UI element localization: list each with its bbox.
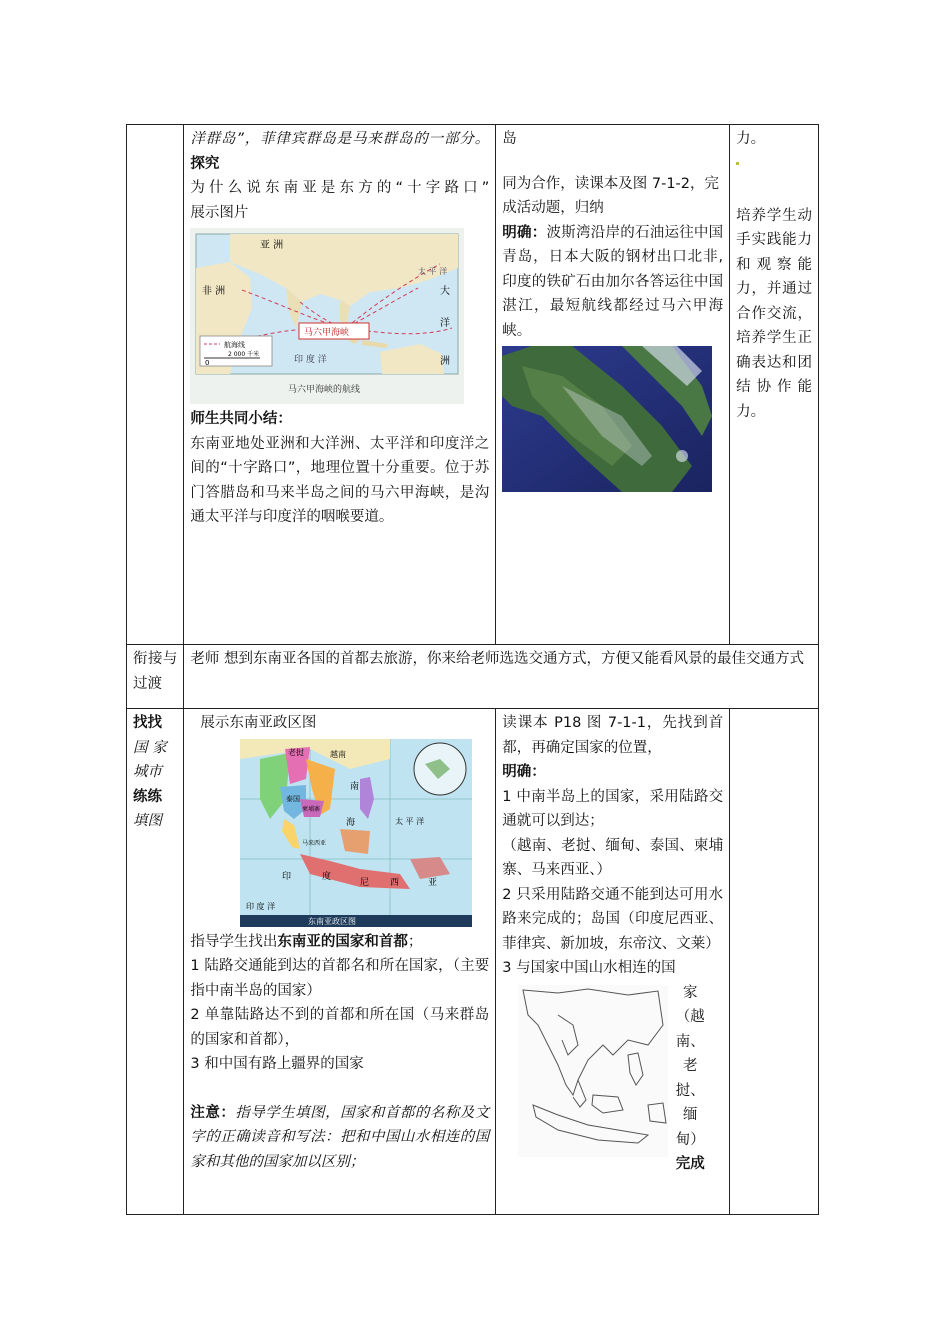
political-map-graphic <box>240 739 472 927</box>
outline-map <box>518 985 668 1157</box>
note-label: 注意： <box>190 1104 236 1121</box>
marker-dot <box>736 162 739 165</box>
satellite-graphic <box>502 346 712 492</box>
row-inquiry <box>127 125 819 645</box>
lesson-plan-table <box>126 124 819 1215</box>
row1-activity-cell <box>496 125 730 645</box>
clear-text: 波斯湾沿岸的石油运往中国青岛，日本大阪的钢材出口北非,印度的铁矿石由加尔各答运往中国湛江，最短航线都经过马六甲海峡。 <box>502 224 724 339</box>
intro-text: 洋群岛”，菲律宾群岛是马来群岛的一部分。 <box>190 131 490 147</box>
row3-content-cell <box>184 709 496 1215</box>
goal-text: 培养学生动手实践能力和观察能力，并通过合作交流，培养学生正确表达和团结协作能力。 <box>736 207 812 420</box>
sea-label: 海 <box>346 817 356 828</box>
summary-title: 师生共同小结： <box>190 411 292 427</box>
activity-top-text: 岛 <box>502 131 517 147</box>
point-1-list: （越南、老挝、缅甸、泰国、柬埔寨、马来西亚、） <box>502 837 724 878</box>
transition-label: 衔接与过渡 <box>127 645 184 709</box>
inquiry-title: 探究 <box>190 155 220 172</box>
guide-bold: 东南亚的国家和首都 <box>277 933 408 950</box>
transition-text: 老师 想到东南亚各国的首都去旅游，你来给老师选选交通方式，方便又能看风景的最佳交通方式 <box>184 645 819 709</box>
pacific-label: 太 平 洋 <box>418 267 448 276</box>
clear-label: 明确： <box>502 224 547 241</box>
row3-clear-label: 明确： <box>502 764 546 780</box>
africa-label: 非 洲 <box>202 286 226 297</box>
label-city: 城市 <box>133 764 162 780</box>
label-find: 找找 <box>133 715 162 731</box>
side-note <box>670 981 710 1177</box>
laos-label: 老挝 <box>288 747 305 757</box>
read-text: 读课本 P18 图 7-1-1，先找到首都，再确定国家的位置， <box>502 715 724 756</box>
note-text: 指导学生填图，国家和首都的名称及文字的正确读音和写法：把和中国山水相连的国家和其他的国家加以区别； <box>190 1104 490 1170</box>
indo-char-2: 度 <box>322 871 332 882</box>
south-label: 南 <box>350 781 360 792</box>
label-practice: 练练 <box>133 788 162 805</box>
malaysia-label: 马来西亚 <box>302 839 327 847</box>
point-3: 3 与国家中国山水相连的国 <box>502 960 676 976</box>
malacca-route-map <box>190 228 464 404</box>
side-7: 甸） <box>675 1131 705 1148</box>
row3-goal-cell <box>730 709 819 1215</box>
row1-content-cell <box>184 125 496 645</box>
legend-route-label: 航海线 <box>224 341 246 349</box>
guide-prefix: 指导学生找出 <box>190 933 278 950</box>
oceania-label-2: 洋 <box>440 318 451 329</box>
row3-label-cell <box>127 709 184 1215</box>
side-6: 缅 <box>683 1107 698 1123</box>
outline-map-graphic <box>518 985 668 1157</box>
indian-ocean-label: 印 度 洋 <box>294 355 328 365</box>
note-paragraph <box>190 1101 489 1175</box>
outline-map-block <box>502 981 723 1172</box>
guide-text <box>190 930 489 955</box>
indo-char-3: 尼 <box>360 877 370 888</box>
guide-item-3: 3 和中国有路上疆界的国家 <box>190 1056 364 1072</box>
indo-char-1: 印 <box>282 871 292 882</box>
row-transition <box>127 645 819 709</box>
strait-label: 马六甲海峡 <box>304 328 350 338</box>
satellite-image <box>502 346 712 492</box>
show-political-map: 展示东南亚政区图 <box>200 715 317 731</box>
guide-item-2: 2 单靠陆路达不到的首都和所在国（马来群岛的国家和首都）， <box>190 1007 490 1048</box>
label-country: 国 家 <box>133 739 167 756</box>
scale-label: 2 000 千米 <box>228 351 260 358</box>
scale-zero: 0 <box>205 359 210 367</box>
point-2: 2 只采用陆路交通不能到达可用水路来完成的；岛国（印度尼西亚、菲律宾、新加坡，东帝汶、文莱） <box>502 886 724 952</box>
side-3: 南、 <box>675 1033 705 1050</box>
summary-text: 东南亚地处亚洲和大洋洲、太平洋和印度洋之间的“十字路口”，地理位置十分重要。位于苏门答腊岛和马来半岛之间的马六甲海峡，是沟通太平洋与印度洋的咽喉要道。 <box>190 435 490 525</box>
point-1: 1 中南半岛上的国家，采用陆路交通就可以到达； <box>502 788 724 829</box>
row3-activity-cell <box>496 709 730 1215</box>
pacific-map-label: 太 平 洋 <box>395 816 425 826</box>
sea-political-map <box>240 739 472 927</box>
vietnam-label: 越南 <box>330 749 347 759</box>
cooperation-text: 同为合作，读课本及图 7-1-2，完成活动题，归纳 <box>502 175 720 216</box>
inquiry-question: 为什么说东南亚是东方的“十字路口” <box>190 180 490 196</box>
row-find-countries <box>127 709 819 1215</box>
label-fillmap: 填图 <box>133 813 162 829</box>
indo-char-5: 亚 <box>428 877 438 888</box>
cambodia-label: 柬埔寨 <box>302 805 321 813</box>
indo-char-4: 西 <box>390 877 400 888</box>
clear-paragraph <box>502 221 723 344</box>
guide-item-1: 1 陆路交通能到达的首都名和所在国家，（主要指中南半岛的国家） <box>190 958 490 999</box>
goal-top-text: 力。 <box>736 131 766 147</box>
political-map-caption: 东南亚政区图 <box>308 916 357 926</box>
asia-label: 亚 洲 <box>260 240 284 251</box>
side-8: 完成 <box>675 1156 705 1172</box>
indian-ocean-map-label: 印 度 洋 <box>246 901 276 911</box>
row1-goal-cell <box>730 125 819 645</box>
route-map-graphic <box>190 228 464 404</box>
guide-suffix: ； <box>407 933 423 950</box>
row1-label-cell <box>127 125 184 645</box>
show-picture-label: 展示图片 <box>190 204 249 221</box>
route-map-caption: 马六甲海峡的航线 <box>288 385 361 395</box>
oceania-label-1: 大 <box>440 286 451 297</box>
side-2: （越 <box>675 1009 705 1025</box>
side-4: 老 <box>683 1058 698 1074</box>
side-1: 家 <box>683 984 698 1001</box>
side-5: 挝、 <box>675 1082 705 1099</box>
oceania-label-3: 洲 <box>440 356 451 367</box>
thailand-label: 泰国 <box>286 794 301 803</box>
